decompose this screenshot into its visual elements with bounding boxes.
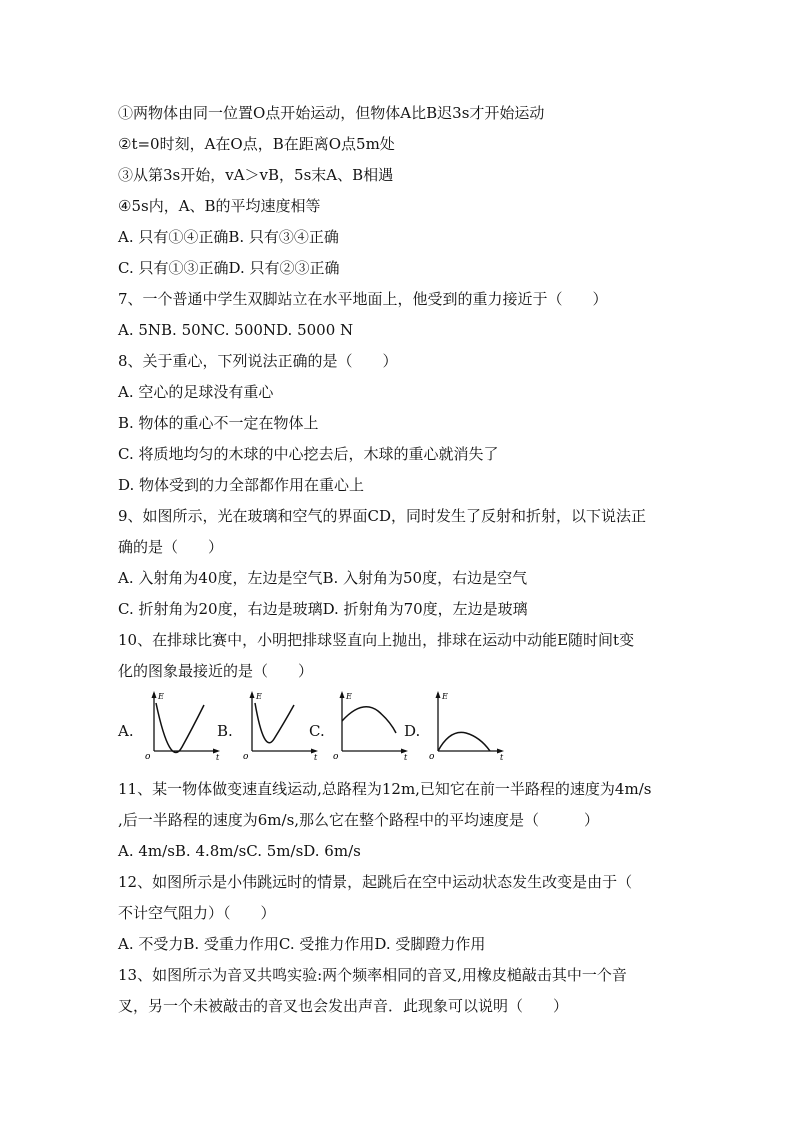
q8-option-c: C. 将质地均匀的木球的中心挖去后，木球的重心就消失了 — [118, 445, 499, 463]
q11-options: A. 4m/sB. 4.8m/sC. 5m/sD. 6m/s — [118, 842, 361, 860]
graph-b — [240, 689, 320, 761]
graph-a — [142, 689, 222, 761]
graph-b-origin: o — [243, 752, 249, 761]
q8-stem: 8、关于重心，下列说法正确的是（ ） — [118, 352, 398, 370]
q12-options: A. 不受力B. 受重力作用C. 受推力作用D. 受脚蹬力作用 — [118, 935, 486, 953]
q7-options: A. 5NB. 50NC. 500ND. 5000 N — [118, 321, 354, 339]
graph-a-y-label: E — [158, 692, 164, 701]
graph-d-y-label: E — [442, 692, 448, 701]
q11-stem-line2: ,后一半路程的速度为6m/s,那么它在整个路程中的平均速度是（ ） — [118, 811, 600, 829]
graph-c — [330, 689, 410, 761]
q9-stem-line1: 9、如图所示，光在玻璃和空气的界面CD，同时发生了反射和折射，以下说法正 — [118, 507, 647, 525]
graph-c-y-label: E — [346, 692, 352, 701]
q12-stem-line1: 12、如图所示是小伟跳远时的情景，起跳后在空中运动状态发生改变是由于（ — [118, 873, 633, 891]
q12-stem-line2: 不计空气阻力）（ ） — [118, 904, 276, 922]
q9-options-cd: C. 折射角为20度，右边是玻璃D. 折射角为70度，左边是玻璃 — [118, 600, 528, 618]
graph-option-a-label: A. — [118, 722, 134, 740]
statement-3: ③从第3s开始，vA＞vB，5s末A、B相遇 — [118, 166, 394, 184]
q8-option-a: A. 空心的足球没有重心 — [118, 383, 274, 401]
statement-4: ④5s内，A、B的平均速度相等 — [118, 197, 321, 215]
graph-d — [426, 689, 506, 761]
graph-c-x-label: t — [404, 753, 408, 761]
q13-stem-line2: 叉，另一个未被敲击的音叉也会发出声音．此现象可以说明（ ） — [118, 997, 569, 1015]
q8-option-b: B. 物体的重心不一定在物体上 — [118, 414, 319, 432]
graph-option-b-label: B. — [217, 722, 233, 740]
graph-option-c-label: C. — [309, 722, 325, 740]
q6-options-ab: A. 只有①④正确B. 只有③④正确 — [118, 228, 339, 246]
statement-2: ②t=0时刻，A在O点，B在距离O点5m处 — [118, 135, 395, 153]
q8-option-d: D. 物体受到的力全部都作用在重心上 — [118, 476, 365, 494]
graph-a-origin: o — [145, 752, 151, 761]
graph-a-x-label: t — [216, 753, 220, 761]
q6-options-cd: C. 只有①③正确D. 只有②③正确 — [118, 259, 340, 277]
q10-stem-line2: 化的图象最接近的是（ ） — [118, 662, 314, 680]
statement-1: ①两物体由同一位置O点开始运动，但物体A比B迟3s才开始运动 — [118, 104, 545, 122]
q9-options-ab: A. 入射角为40度，左边是空气B. 入射角为50度，右边是空气 — [118, 569, 528, 587]
q7-stem: 7、一个普通中学生双脚站立在水平地面上，他受到的重力接近于（ ） — [118, 290, 608, 308]
graph-option-d-label: D. — [404, 722, 421, 740]
q11-stem-line1: 11、某一物体做变速直线运动,总路程为12m,已知它在前一半路程的速度为4m/s — [118, 780, 652, 798]
graph-d-x-label: t — [500, 753, 504, 761]
q9-stem-line2: 确的是（ ） — [118, 538, 224, 556]
graph-c-origin: o — [333, 752, 339, 761]
graph-b-x-label: t — [314, 753, 318, 761]
q13-stem-line1: 13、如图所示为音叉共鸣实验:两个频率相同的音叉,用橡皮槌敲击其中一个音 — [118, 966, 627, 984]
q10-stem-line1: 10、在排球比赛中，小明把排球竖直向上抛出，排球在运动中动能E随时间t变 — [118, 631, 635, 649]
graph-d-origin: o — [429, 752, 435, 761]
graph-b-y-label: E — [256, 692, 262, 701]
